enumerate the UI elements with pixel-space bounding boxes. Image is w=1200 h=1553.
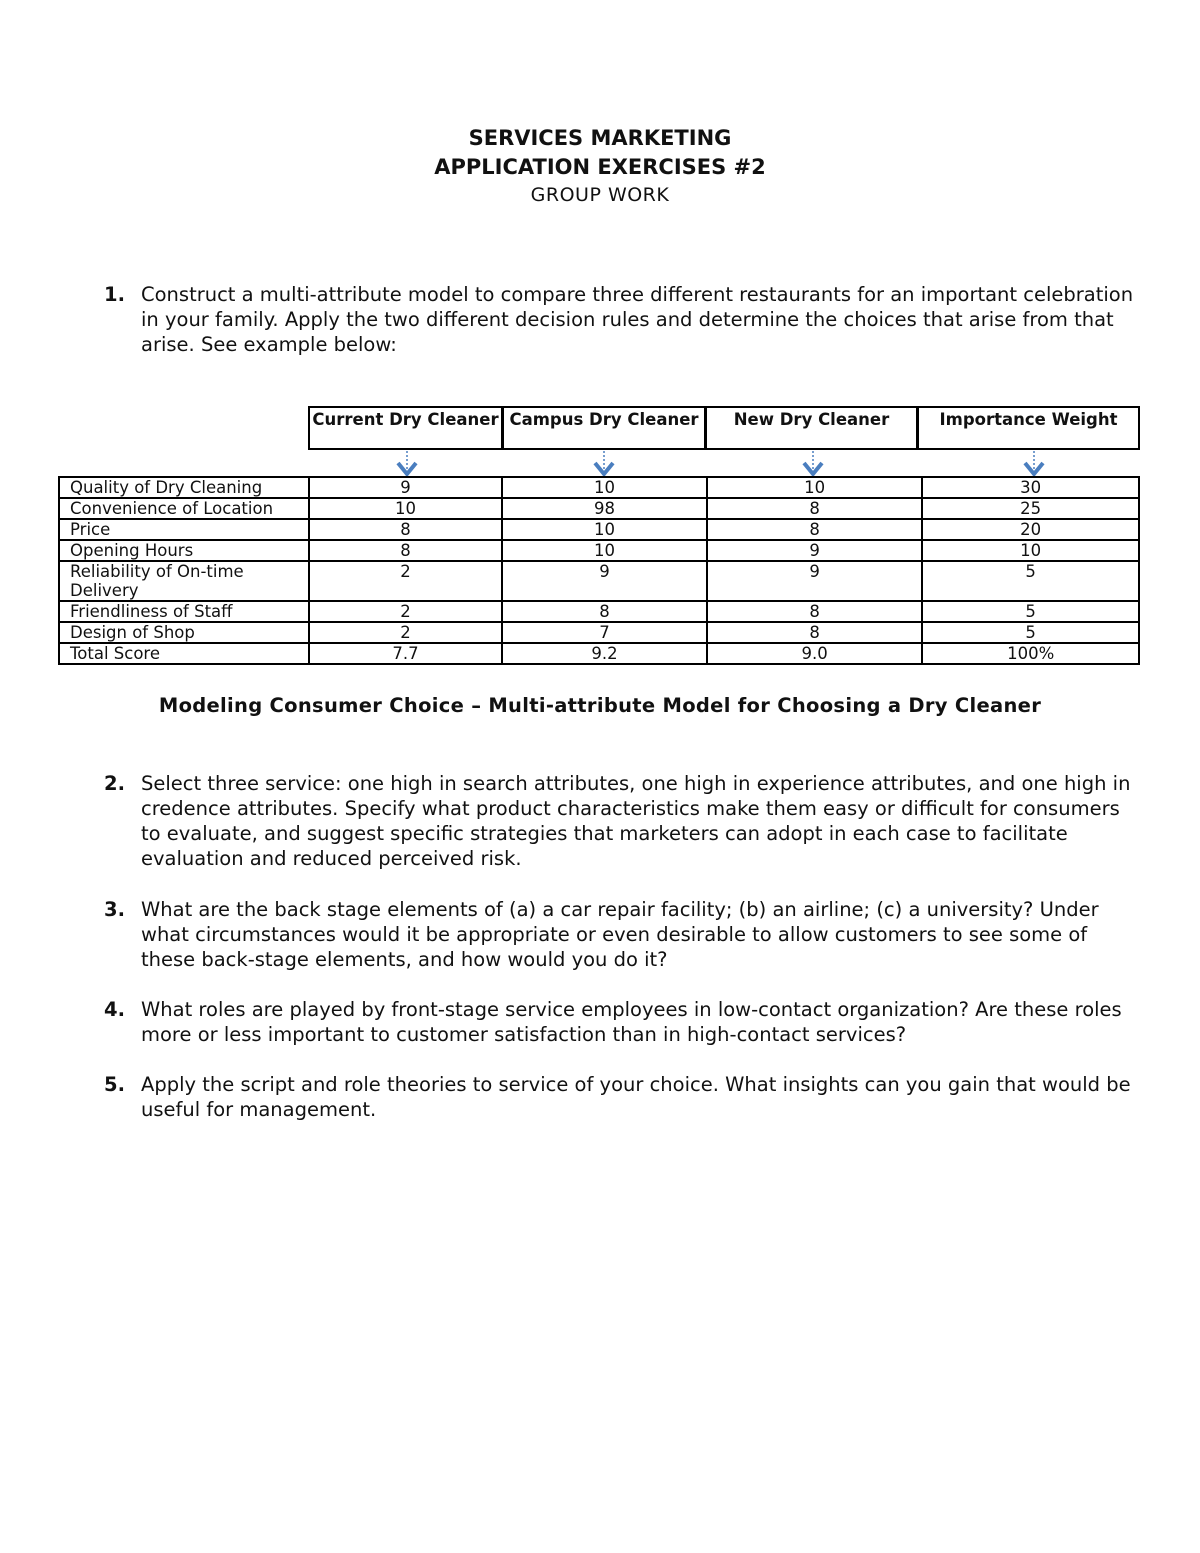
row-label: Convenience of Location xyxy=(59,498,309,519)
table-cell: 20 xyxy=(922,519,1139,540)
table-cell: 5 xyxy=(922,622,1139,643)
down-arrow-icon xyxy=(802,450,824,476)
row-label: Design of Shop xyxy=(59,622,309,643)
down-arrow-icon xyxy=(396,450,418,476)
multi-attribute-table xyxy=(58,476,1140,665)
table-row xyxy=(59,477,1139,498)
table-cell: 2 xyxy=(309,622,503,643)
table-cell: 8 xyxy=(309,519,503,540)
table-cell: 10 xyxy=(309,498,503,519)
row-label: Reliability of On-time Delivery xyxy=(59,561,309,601)
table-cell: 8 xyxy=(707,622,923,643)
document-subtitle: APPLICATION EXERCISES #2 xyxy=(434,155,766,179)
table-cell: 2 xyxy=(309,561,503,601)
table-row xyxy=(59,622,1139,643)
table-cell: 30 xyxy=(922,477,1139,498)
question-text: Apply the script and role theories to service of your choice. What insights can you gain that would be useful for management. xyxy=(141,1073,1131,1121)
table-cell: 7 xyxy=(502,622,707,643)
table-cell: 8 xyxy=(707,601,923,622)
table-cell: 10 xyxy=(922,540,1139,561)
document-header xyxy=(0,124,1200,208)
question-2 xyxy=(104,771,1144,871)
row-label: Quality of Dry Cleaning xyxy=(59,477,309,498)
table-cell: 7.7 xyxy=(309,643,503,664)
table-cell: 98 xyxy=(502,498,707,519)
table-cell: 8 xyxy=(707,519,923,540)
column-header-weight: Importance Weight xyxy=(917,406,1140,450)
row-label: Friendliness of Staff xyxy=(59,601,309,622)
question-text: What are the back stage elements of (a) a car repair facility; (b) an airline; (c) a university? Under what circumstances would it be appropriate or even desirable to allow customers to see some of these back-stage elements, and how would you do it? xyxy=(141,898,1099,971)
table-cell: 2 xyxy=(309,601,503,622)
question-text: What roles are played by front-stage service employees in low-contact organization? Are these roles more or less important to customer satisfaction than in high-contact services? xyxy=(141,998,1122,1046)
total-row xyxy=(59,643,1139,664)
question-5 xyxy=(104,1072,1144,1122)
table-cell: 9 xyxy=(707,540,923,561)
table-cell: 10 xyxy=(707,477,923,498)
table-row xyxy=(59,601,1139,622)
table-cell: 9 xyxy=(707,561,923,601)
table-row xyxy=(59,540,1139,561)
table-cell: 10 xyxy=(502,519,707,540)
table-cell: 8 xyxy=(707,498,923,519)
table-row xyxy=(59,498,1139,519)
question-text: Select three service: one high in search attributes, one high in experience attributes, and one high in credence attributes. Specify what product characteristics make them easy or difficult for consumers to evaluate, and suggest specific strategies that marketers can adopt in each case to facilitate evaluation and reduced perceived risk. xyxy=(141,772,1131,870)
row-label: Price xyxy=(59,519,309,540)
group-work-label: GROUP WORK xyxy=(530,184,670,206)
question-number: 1. xyxy=(104,283,125,306)
down-arrow-icon xyxy=(593,450,615,476)
question-1 xyxy=(104,282,1144,357)
question-number: 2. xyxy=(104,772,125,795)
table-cell: 25 xyxy=(922,498,1139,519)
question-number: 5. xyxy=(104,1073,125,1096)
column-header-current: Current Dry Cleaner xyxy=(308,406,503,450)
table-cell: 8 xyxy=(309,540,503,561)
question-text: Construct a multi-attribute model to compare three different restaurants for an important celebration in your family. Apply the two different decision rules and determine the choices that arise from that arise. See example below: xyxy=(141,283,1134,356)
document-title: SERVICES MARKETING xyxy=(468,126,732,150)
table-row xyxy=(59,519,1139,540)
table-cell: 9.2 xyxy=(502,643,707,664)
table-cell: 5 xyxy=(922,561,1139,601)
row-label: Total Score xyxy=(59,643,309,664)
table-cell: 8 xyxy=(502,601,707,622)
table-cell: 10 xyxy=(502,477,707,498)
down-arrow-icon xyxy=(1023,450,1045,476)
question-4 xyxy=(104,997,1144,1047)
question-number: 4. xyxy=(104,998,125,1021)
table-cell: 5 xyxy=(922,601,1139,622)
column-header-campus: Campus Dry Cleaner xyxy=(502,406,706,450)
table-cell: 10 xyxy=(502,540,707,561)
table-row xyxy=(59,561,1139,601)
column-header-new: New Dry Cleaner xyxy=(705,406,918,450)
table-cell: 9.0 xyxy=(707,643,923,664)
question-3 xyxy=(104,897,1144,972)
table-caption: Modeling Consumer Choice – Multi-attribute Model for Choosing a Dry Cleaner xyxy=(158,694,1042,717)
table-cell: 9 xyxy=(309,477,503,498)
table-cell: 100% xyxy=(922,643,1139,664)
question-number: 3. xyxy=(104,898,125,921)
table-cell: 9 xyxy=(502,561,707,601)
row-label: Opening Hours xyxy=(59,540,309,561)
